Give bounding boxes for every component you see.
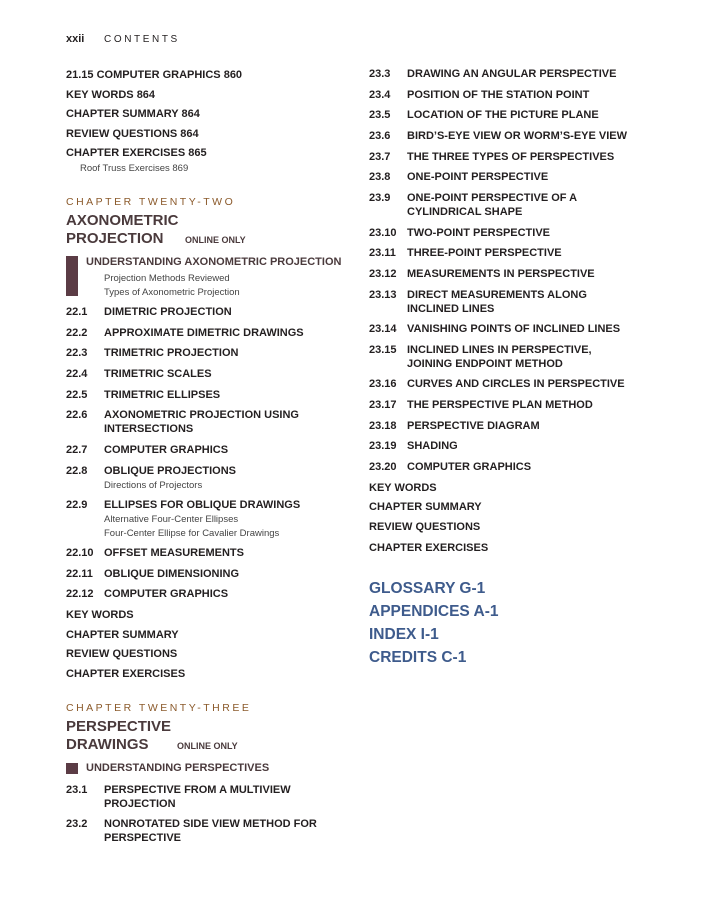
toc-subentry-roof-truss[interactable]: Roof Truss Exercises 869 bbox=[80, 163, 189, 174]
page-number: xxii bbox=[66, 33, 85, 45]
section-marker-icon bbox=[66, 256, 78, 296]
chapter-22-label: CHAPTER TWENTY-TWO bbox=[66, 196, 236, 208]
chapter-23-label: CHAPTER TWENTY-THREE bbox=[66, 702, 252, 714]
toc-glossary[interactable]: GLOSSARY G-1 bbox=[369, 580, 486, 597]
chapter-23-online-badge: ONLINE ONLY bbox=[177, 741, 238, 751]
chapter-23-title-line1: PERSPECTIVE bbox=[66, 718, 172, 735]
chapter-22-title-line1: AXONOMETRIC bbox=[66, 212, 179, 229]
toc-subentry[interactable]: Four-Center Ellipse for Cavalier Drawings bbox=[104, 528, 280, 539]
toc-credits[interactable]: CREDITS C-1 bbox=[369, 649, 467, 666]
chapter-22-online-badge: ONLINE ONLY bbox=[185, 235, 246, 245]
running-header: CONTENTS bbox=[104, 34, 180, 45]
toc-subentry[interactable]: Directions of Projectors bbox=[104, 480, 203, 491]
section-understanding-axonometric[interactable]: UNDERSTANDING AXONOMETRIC PROJECTION bbox=[86, 256, 342, 268]
section-marker-icon bbox=[66, 763, 78, 774]
chapter-22-title-line2: PROJECTION bbox=[66, 230, 164, 247]
toc-subentry[interactable]: Projection Methods Reviewed bbox=[104, 273, 230, 284]
toc-appendices[interactable]: APPENDICES A-1 bbox=[369, 603, 499, 620]
toc-subentry[interactable]: Types of Axonometric Projection bbox=[104, 287, 240, 298]
toc-subentry[interactable]: Alternative Four-Center Ellipses bbox=[104, 514, 239, 525]
chapter-23-title-line2: DRAWINGS bbox=[66, 736, 149, 753]
toc-index[interactable]: INDEX I-1 bbox=[369, 626, 439, 643]
section-understanding-perspectives[interactable]: UNDERSTANDING PERSPECTIVES bbox=[86, 762, 270, 774]
